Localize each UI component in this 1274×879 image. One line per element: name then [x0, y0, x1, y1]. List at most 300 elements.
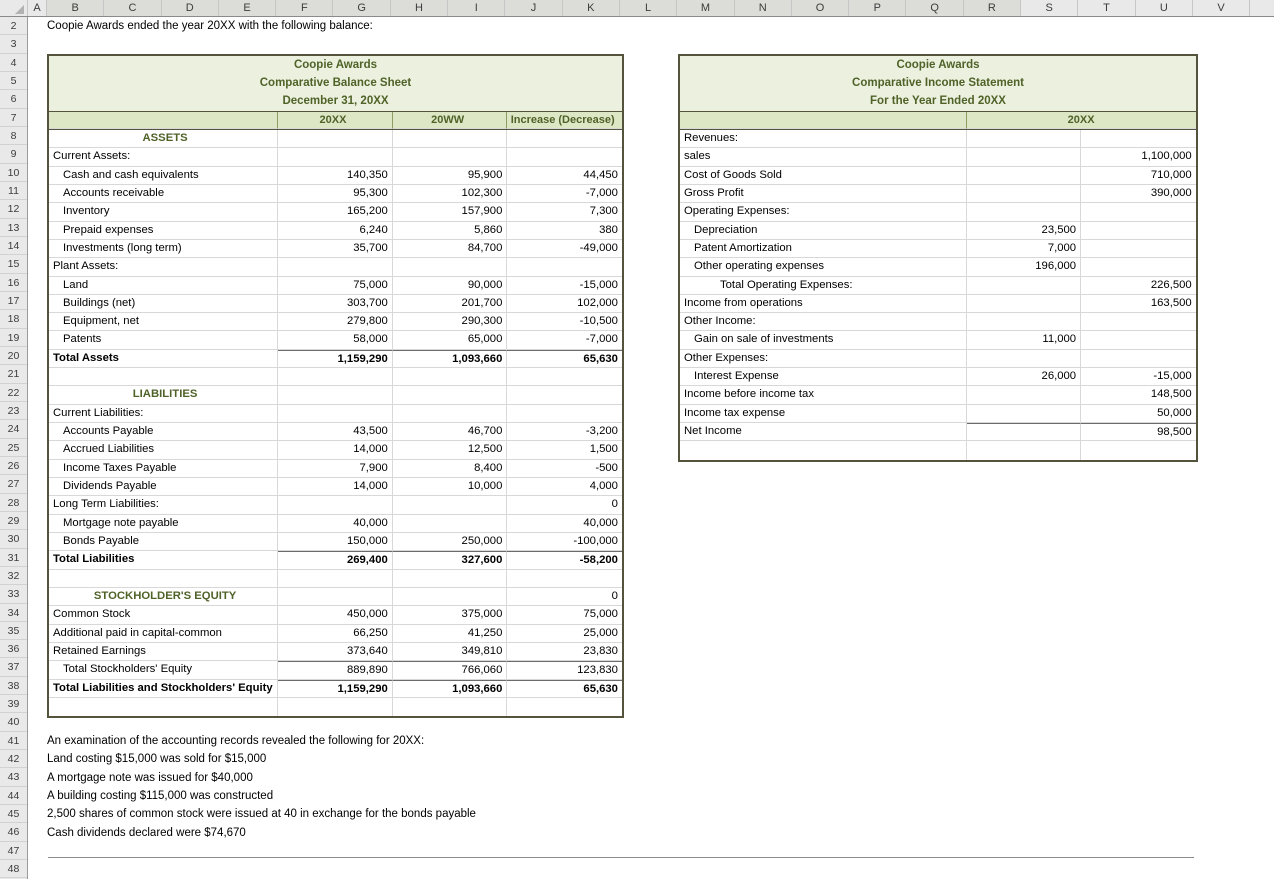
balance-sheet-value-v3[interactable]: -10,500 — [507, 313, 622, 331]
column-header-A[interactable]: A — [28, 0, 47, 16]
row-header-27[interactable]: 27 — [0, 475, 27, 493]
balance-sheet-row — [49, 185, 622, 203]
balance-sheet-value-v1[interactable]: 165,200 — [278, 203, 393, 221]
balance-sheet-value-v1[interactable]: 35,700 — [278, 240, 393, 258]
balance-sheet-value-v1[interactable] — [278, 386, 393, 404]
income-statement-value-c1[interactable]: 196,000 — [967, 258, 1082, 276]
row-header-43[interactable]: 43 — [0, 768, 27, 786]
row-header-28[interactable]: 28 — [0, 494, 27, 512]
balance-sheet-header-empty[interactable] — [49, 112, 278, 129]
select-all-triangle-icon — [15, 5, 24, 14]
income-statement-value-c1[interactable]: 11,000 — [967, 331, 1082, 349]
balance-sheet-value-v2[interactable]: 5,860 — [393, 222, 508, 240]
balance-sheet-value-v3[interactable] — [507, 258, 622, 276]
row-header-8[interactable]: 8 — [0, 127, 27, 145]
balance-sheet-value-v3[interactable]: 4,000 — [507, 478, 622, 496]
balance-sheet-value-v1[interactable]: 450,000 — [278, 606, 393, 624]
balance-sheet-value-v1[interactable]: 889,890 — [278, 661, 393, 679]
balance-sheet-subtitle[interactable]: Comparative Balance Sheet — [259, 76, 412, 89]
balance-sheet-value-v3[interactable]: 380 — [507, 222, 622, 240]
balance-sheet-value-v2[interactable]: 349,810 — [393, 643, 508, 661]
row-header-45[interactable]: 45 — [0, 805, 27, 823]
balance-sheet-value-v2[interactable]: 65,000 — [393, 331, 508, 349]
row-header-38[interactable]: 38 — [0, 677, 27, 695]
income-statement-header-empty[interactable] — [680, 112, 967, 129]
column-header-K[interactable]: K — [563, 0, 620, 16]
balance-sheet-value-v3[interactable]: -500 — [507, 460, 622, 478]
income-statement-label[interactable]: Gross Profit — [680, 185, 967, 203]
row-header-21[interactable]: 21 — [0, 365, 27, 383]
income-statement-label[interactable]: Net Income — [680, 423, 967, 441]
income-statement-value-c1[interactable]: 23,500 — [967, 222, 1082, 240]
balance-sheet-row — [49, 643, 622, 661]
row-header-15[interactable]: 15 — [0, 255, 27, 273]
balance-sheet-label[interactable]: Investments (long term) — [49, 240, 278, 258]
balance-sheet-value-v1[interactable]: 140,350 — [278, 167, 393, 185]
balance-sheet-row — [49, 606, 622, 624]
row-header-35[interactable]: 35 — [0, 622, 27, 640]
balance-sheet-value-v1[interactable]: 14,000 — [278, 441, 393, 459]
note-line[interactable]: An examination of the accounting records revealed the following for 20XX: — [47, 735, 425, 747]
income-statement-value-c1[interactable] — [967, 386, 1082, 404]
income-statement-value-c2[interactable]: 148,500 — [1081, 386, 1196, 404]
balance-sheet-value-v2[interactable] — [393, 130, 508, 148]
balance-sheet-value-v1[interactable]: 14,000 — [278, 478, 393, 496]
balance-sheet-value-v2[interactable]: 250,000 — [393, 533, 508, 551]
balance-sheet-label[interactable]: Current Liabilities: — [49, 405, 278, 423]
row-header-19[interactable]: 19 — [0, 329, 27, 347]
row-header-39[interactable]: 39 — [0, 695, 27, 713]
column-header-Q[interactable]: Q — [906, 0, 963, 16]
balance-sheet-value-v2[interactable]: 375,000 — [393, 606, 508, 624]
income-statement-table — [678, 54, 1198, 462]
income-statement-label[interactable]: sales — [680, 148, 967, 166]
income-statement-value-c1[interactable] — [967, 313, 1082, 331]
balance-sheet-value-v2[interactable]: 766,060 — [393, 661, 508, 679]
column-header-E[interactable]: E — [219, 0, 276, 16]
income-statement-company[interactable]: Coopie Awards — [896, 58, 980, 71]
row-header-40[interactable]: 40 — [0, 713, 27, 731]
balance-sheet-value-v2[interactable]: 102,300 — [393, 185, 508, 203]
balance-sheet-label[interactable] — [49, 368, 278, 386]
balance-sheet-label[interactable]: Long Term Liabilities: — [49, 496, 278, 514]
balance-sheet-title-block[interactable] — [49, 56, 622, 112]
balance-sheet-value-v3[interactable]: -49,000 — [507, 240, 622, 258]
income-statement-value-c2[interactable]: 1,100,000 — [1081, 148, 1196, 166]
income-statement-value-c2[interactable] — [1081, 222, 1196, 240]
balance-sheet-value-v2[interactable]: 46,700 — [393, 423, 508, 441]
balance-sheet-value-v2[interactable]: 157,900 — [393, 203, 508, 221]
column-header-L[interactable]: L — [620, 0, 677, 16]
note-line[interactable]: A mortgage note was issued for $40,000 — [47, 771, 253, 784]
balance-sheet-value-v2[interactable]: 1,093,660 — [393, 680, 508, 698]
income-statement-value-c2[interactable] — [1081, 331, 1196, 349]
balance-sheet-value-v2[interactable] — [393, 258, 508, 276]
balance-sheet-label[interactable]: Cash and cash equivalents — [49, 167, 278, 185]
income-statement-value-c1[interactable] — [967, 277, 1082, 295]
row-header-22[interactable]: 22 — [0, 384, 27, 402]
balance-sheet-value-v1[interactable]: 6,240 — [278, 222, 393, 240]
row-header-33[interactable]: 33 — [0, 585, 27, 603]
balance-sheet-row — [49, 625, 622, 643]
balance-sheet-label[interactable]: Prepaid expenses — [49, 222, 278, 240]
balance-sheet-row — [49, 258, 622, 276]
balance-sheet-value-v3[interactable]: 102,000 — [507, 295, 622, 313]
income-statement-label[interactable]: Depreciation — [680, 222, 967, 240]
balance-sheet-value-v3[interactable]: -100,000 — [507, 533, 622, 551]
income-statement-row — [680, 222, 1196, 240]
income-statement-value-c1[interactable] — [967, 423, 1082, 441]
income-statement-value-c2[interactable] — [1081, 130, 1196, 148]
balance-sheet-value-v2[interactable] — [393, 588, 508, 606]
income-statement-value-c1[interactable] — [967, 148, 1082, 166]
balance-sheet-value-v2[interactable]: 10,000 — [393, 478, 508, 496]
balance-sheet-value-v2[interactable]: 12,500 — [393, 441, 508, 459]
balance-sheet-body — [49, 130, 622, 717]
income-statement-value-c2[interactable] — [1081, 240, 1196, 258]
balance-sheet-label[interactable]: Mortgage note payable — [49, 515, 278, 533]
balance-sheet-value-v1[interactable]: 1,159,290 — [278, 350, 393, 368]
row-header-13[interactable]: 13 — [0, 219, 27, 237]
balance-sheet-label[interactable]: Retained Earnings — [49, 643, 278, 661]
balance-sheet-value-v1[interactable] — [278, 130, 393, 148]
balance-sheet-label[interactable]: Dividends Payable — [49, 478, 278, 496]
balance-sheet-value-v3[interactable]: 7,300 — [507, 203, 622, 221]
balance-sheet-value-v2[interactable]: 90,000 — [393, 277, 508, 295]
income-statement-value-c2[interactable] — [1081, 258, 1196, 276]
income-statement-value-c1[interactable] — [967, 130, 1082, 148]
column-header-F[interactable]: F — [276, 0, 333, 16]
balance-sheet-label[interactable]: Current Assets: — [49, 148, 278, 166]
balance-sheet-label[interactable]: Equipment, net — [49, 313, 278, 331]
balance-sheet-row — [49, 313, 622, 331]
income-statement-value-c2[interactable] — [1081, 441, 1196, 459]
balance-sheet-value-v1[interactable]: 43,500 — [278, 423, 393, 441]
balance-sheet-row — [49, 203, 622, 221]
balance-sheet-label[interactable] — [49, 698, 278, 716]
balance-sheet-value-v1[interactable]: 279,800 — [278, 313, 393, 331]
balance-sheet-value-v3[interactable]: -58,200 — [507, 551, 622, 569]
balance-sheet-value-v2[interactable]: 95,900 — [393, 167, 508, 185]
row-header-31[interactable]: 31 — [0, 549, 27, 567]
balance-sheet-value-v3[interactable] — [507, 698, 622, 716]
balance-sheet-label[interactable]: Bonds Payable — [49, 533, 278, 551]
balance-sheet-row — [49, 277, 622, 295]
balance-sheet-value-v3[interactable] — [507, 130, 622, 148]
row-header-2[interactable]: 2 — [0, 17, 27, 35]
row-header-14[interactable]: 14 — [0, 237, 27, 255]
balance-sheet-value-v1[interactable] — [278, 588, 393, 606]
balance-sheet-value-v2[interactable] — [393, 405, 508, 423]
balance-sheet-label[interactable]: Plant Assets: — [49, 258, 278, 276]
balance-sheet-value-v1[interactable] — [278, 258, 393, 276]
column-header-C[interactable]: C — [104, 0, 161, 16]
balance-sheet-value-v1[interactable]: 303,700 — [278, 295, 393, 313]
income-statement-value-c2[interactable]: 390,000 — [1081, 185, 1196, 203]
balance-sheet-row — [49, 441, 622, 459]
income-statement-label[interactable]: Revenues: — [680, 130, 967, 148]
income-statement-date[interactable]: For the Year Ended 20XX — [870, 95, 1006, 108]
balance-sheet-label[interactable]: Buildings (net) — [49, 295, 278, 313]
income-statement-label[interactable]: Interest Expense — [680, 368, 967, 386]
row-header-24[interactable]: 24 — [0, 420, 27, 438]
balance-sheet-value-v1[interactable]: 75,000 — [278, 277, 393, 295]
row-header-12[interactable]: 12 — [0, 200, 27, 218]
row-header-3[interactable]: 3 — [0, 35, 27, 53]
balance-sheet-value-v1[interactable]: 58,000 — [278, 331, 393, 349]
income-statement-label[interactable]: Gain on sale of investments — [680, 331, 967, 349]
income-statement-label[interactable] — [680, 441, 967, 459]
column-header-partial[interactable] — [1250, 0, 1274, 16]
balance-sheet-value-v3[interactable]: 25,000 — [507, 625, 622, 643]
income-statement-label[interactable]: Patent Amortization — [680, 240, 967, 258]
balance-sheet-label[interactable]: Land — [49, 277, 278, 295]
income-statement-value-c1[interactable] — [967, 203, 1082, 221]
row-header-23[interactable]: 23 — [0, 402, 27, 420]
row-header-46[interactable]: 46 — [0, 823, 27, 841]
balance-sheet-label[interactable]: Inventory — [49, 203, 278, 221]
note-line[interactable]: A building costing $115,000 was constructed — [47, 789, 274, 802]
income-statement-label[interactable]: Other Expenses: — [680, 350, 967, 368]
balance-sheet-label[interactable]: Accounts Payable — [49, 423, 278, 441]
balance-sheet-value-v1[interactable] — [278, 698, 393, 716]
row-header-47[interactable]: 47 — [0, 842, 27, 860]
column-header-N[interactable]: N — [735, 0, 792, 16]
column-header-G[interactable]: G — [333, 0, 390, 16]
row-header-42[interactable]: 42 — [0, 750, 27, 768]
row-header-44[interactable]: 44 — [0, 787, 27, 805]
balance-sheet-header-increase[interactable]: Increase (Decrease) — [507, 112, 622, 129]
income-statement-label[interactable]: Cost of Goods Sold — [680, 167, 967, 185]
income-statement-title-block[interactable] — [680, 56, 1196, 112]
income-statement-value-c1[interactable] — [967, 441, 1082, 459]
balance-sheet-label[interactable]: Total Liabilities — [49, 551, 278, 569]
balance-sheet-value-v3[interactable] — [507, 368, 622, 386]
balance-sheet-row — [49, 533, 622, 551]
balance-sheet-value-v1[interactable]: 95,300 — [278, 185, 393, 203]
column-header-S[interactable]: S — [1021, 0, 1078, 16]
row-header-32[interactable]: 32 — [0, 567, 27, 585]
row-header-30[interactable]: 30 — [0, 530, 27, 548]
column-header-B[interactable]: B — [47, 0, 104, 16]
balance-sheet-value-v3[interactable]: -7,000 — [507, 185, 622, 203]
balance-sheet-value-v1[interactable] — [278, 368, 393, 386]
income-statement-header-20xx[interactable]: 20XX — [967, 112, 1196, 129]
income-statement-value-c2[interactable]: 50,000 — [1081, 405, 1196, 423]
income-statement-value-c1[interactable]: 7,000 — [967, 240, 1082, 258]
balance-sheet-value-v3[interactable] — [507, 148, 622, 166]
balance-sheet-header-20ww[interactable]: 20WW — [393, 112, 508, 129]
income-statement-value-c2[interactable]: 98,500 — [1081, 423, 1196, 441]
balance-sheet-header-row — [49, 112, 622, 130]
income-statement-value-c2[interactable] — [1081, 203, 1196, 221]
row-header-17[interactable]: 17 — [0, 292, 27, 310]
row-header-5[interactable]: 5 — [0, 72, 27, 90]
column-header-O[interactable]: O — [792, 0, 849, 16]
income-statement-value-c2[interactable] — [1081, 313, 1196, 331]
row-header-41[interactable]: 41 — [0, 732, 27, 750]
row-header-37[interactable]: 37 — [0, 658, 27, 676]
balance-sheet-value-v3[interactable]: 40,000 — [507, 515, 622, 533]
balance-sheet-value-v3[interactable]: 65,630 — [507, 680, 622, 698]
column-header-D[interactable]: D — [162, 0, 219, 16]
balance-sheet-label[interactable]: Additional paid in capital-common — [49, 625, 278, 643]
balance-sheet-label[interactable]: LIABILITIES — [49, 386, 278, 404]
balance-sheet-value-v3[interactable]: -7,000 — [507, 331, 622, 349]
row-header-strip — [0, 17, 28, 879]
column-header-I[interactable]: I — [448, 0, 505, 16]
balance-sheet-value-v1[interactable]: 66,250 — [278, 625, 393, 643]
row-header-16[interactable]: 16 — [0, 274, 27, 292]
column-header-U[interactable]: U — [1136, 0, 1193, 16]
column-header-P[interactable]: P — [849, 0, 906, 16]
income-statement-value-c2[interactable]: 163,500 — [1081, 295, 1196, 313]
balance-sheet-value-v2[interactable] — [393, 698, 508, 716]
balance-sheet-date[interactable]: December 31, 20XX — [282, 95, 389, 108]
balance-sheet-label[interactable]: ASSETS — [49, 130, 278, 148]
balance-sheet-value-v1[interactable]: 7,900 — [278, 460, 393, 478]
balance-sheet-value-v2[interactable]: 201,700 — [393, 295, 508, 313]
balance-sheet-label[interactable]: Total Assets — [49, 350, 278, 368]
income-statement-label[interactable]: Income tax expense — [680, 405, 967, 423]
balance-sheet-value-v2[interactable]: 327,600 — [393, 551, 508, 569]
balance-sheet-label[interactable]: Income Taxes Payable — [49, 460, 278, 478]
select-all-corner[interactable] — [0, 0, 28, 16]
balance-sheet-value-v3[interactable]: 44,450 — [507, 167, 622, 185]
balance-sheet-value-v3[interactable]: 0 — [507, 588, 622, 606]
balance-sheet-value-v1[interactable]: 1,159,290 — [278, 680, 393, 698]
column-header-R[interactable]: R — [964, 0, 1021, 16]
income-statement-body — [680, 130, 1196, 460]
balance-sheet-value-v3[interactable] — [507, 386, 622, 404]
income-statement-row — [680, 258, 1196, 276]
balance-sheet-value-v1[interactable] — [278, 570, 393, 588]
income-statement-value-c1[interactable] — [967, 167, 1082, 185]
income-statement-value-c2[interactable]: -15,000 — [1081, 368, 1196, 386]
balance-sheet-row — [49, 496, 622, 514]
balance-sheet-label[interactable]: Accounts receivable — [49, 185, 278, 203]
income-statement-label[interactable]: Other operating expenses — [680, 258, 967, 276]
column-header-T[interactable]: T — [1078, 0, 1135, 16]
balance-sheet-value-v1[interactable]: 150,000 — [278, 533, 393, 551]
balance-sheet-value-v3[interactable] — [507, 570, 622, 588]
balance-sheet-value-v2[interactable]: 1,093,660 — [393, 350, 508, 368]
row-header-29[interactable]: 29 — [0, 512, 27, 530]
balance-sheet-label[interactable]: Common Stock — [49, 606, 278, 624]
income-statement-label[interactable]: Other Income: — [680, 313, 967, 331]
income-statement-value-c1[interactable] — [967, 350, 1082, 368]
balance-sheet-row — [49, 130, 622, 148]
column-header-V[interactable]: V — [1193, 0, 1250, 16]
balance-sheet-value-v1[interactable]: 269,400 — [278, 551, 393, 569]
balance-sheet-value-v1[interactable] — [278, 405, 393, 423]
balance-sheet-label[interactable]: STOCKHOLDER'S EQUITY — [49, 588, 278, 606]
balance-sheet-company[interactable]: Coopie Awards — [293, 58, 378, 71]
income-statement-value-c1[interactable] — [967, 295, 1082, 313]
row-header-9[interactable]: 9 — [0, 145, 27, 163]
balance-sheet-value-v2[interactable] — [393, 496, 508, 514]
balance-sheet-value-v1[interactable]: 373,640 — [278, 643, 393, 661]
row-header-48[interactable]: 48 — [0, 860, 27, 878]
balance-sheet-value-v3[interactable]: 0 — [507, 496, 622, 514]
row-header-18[interactable]: 18 — [0, 310, 27, 328]
balance-sheet-value-v2[interactable] — [393, 570, 508, 588]
row-header-10[interactable]: 10 — [0, 164, 27, 182]
balance-sheet-value-v2[interactable] — [393, 386, 508, 404]
balance-sheet-value-v1[interactable] — [278, 496, 393, 514]
column-header-J[interactable]: J — [505, 0, 562, 16]
balance-sheet-value-v2[interactable]: 290,300 — [393, 313, 508, 331]
balance-sheet-value-v2[interactable]: 8,400 — [393, 460, 508, 478]
income-statement-label[interactable]: Income before income tax — [680, 386, 967, 404]
row-header-4[interactable]: 4 — [0, 54, 27, 72]
column-header-M[interactable]: M — [677, 0, 734, 16]
balance-sheet-value-v3[interactable]: 1,500 — [507, 441, 622, 459]
balance-sheet-value-v3[interactable]: -3,200 — [507, 423, 622, 441]
income-statement-row — [680, 277, 1196, 295]
income-statement-value-c1[interactable]: 26,000 — [967, 368, 1082, 386]
income-statement-label[interactable]: Total Operating Expenses: — [680, 277, 967, 295]
balance-sheet-value-v2[interactable]: 41,250 — [393, 625, 508, 643]
balance-sheet-value-v2[interactable] — [393, 515, 508, 533]
note-line[interactable]: Land costing $15,000 was sold for $15,000 — [47, 753, 267, 766]
row-header-26[interactable]: 26 — [0, 457, 27, 475]
income-statement-value-c2[interactable]: 226,500 — [1081, 277, 1196, 295]
note-line[interactable]: 2,500 shares of common stock were issued at 40 in exchange for the bonds payable — [47, 808, 476, 821]
balance-sheet-value-v3[interactable]: 123,830 — [507, 661, 622, 679]
balance-sheet-value-v3[interactable]: 75,000 — [507, 606, 622, 624]
sheet-area[interactable] — [29, 17, 1274, 879]
income-statement-label[interactable]: Income from operations — [680, 295, 967, 313]
row-header-34[interactable]: 34 — [0, 604, 27, 622]
income-statement-value-c2[interactable] — [1081, 350, 1196, 368]
balance-sheet-label[interactable]: Accrued Liabilities — [49, 441, 278, 459]
balance-sheet-value-v3[interactable]: 65,630 — [507, 350, 622, 368]
income-statement-subtitle[interactable]: Comparative Income Statement — [852, 76, 1024, 89]
balance-sheet-value-v1[interactable] — [278, 148, 393, 166]
row-header-25[interactable]: 25 — [0, 439, 27, 457]
column-header-H[interactable]: H — [391, 0, 448, 16]
balance-sheet-value-v3[interactable]: -15,000 — [507, 277, 622, 295]
balance-sheet-row — [49, 222, 622, 240]
intro-text[interactable]: Coopie Awards ended the year 20XX with the following balance: — [47, 20, 373, 32]
note-line[interactable]: Cash dividends declared were $74,670 — [47, 826, 246, 839]
balance-sheet-label[interactable]: Total Stockholders' Equity — [49, 661, 278, 679]
balance-sheet-header-20xx[interactable]: 20XX — [278, 112, 393, 129]
balance-sheet-value-v3[interactable] — [507, 405, 622, 423]
balance-sheet-value-v2[interactable] — [393, 148, 508, 166]
balance-sheet-label[interactable] — [49, 570, 278, 588]
row-header-7[interactable]: 7 — [0, 109, 27, 127]
balance-sheet-value-v2[interactable]: 84,700 — [393, 240, 508, 258]
income-statement-value-c1[interactable] — [967, 185, 1082, 203]
balance-sheet-value-v3[interactable]: 23,830 — [507, 643, 622, 661]
income-statement-value-c2[interactable]: 710,000 — [1081, 167, 1196, 185]
balance-sheet-value-v2[interactable] — [393, 368, 508, 386]
income-statement-label[interactable]: Operating Expenses: — [680, 203, 967, 221]
income-statement-row — [680, 167, 1196, 185]
income-statement-row — [680, 130, 1196, 148]
row-header-36[interactable]: 36 — [0, 640, 27, 658]
row-header-11[interactable]: 11 — [0, 182, 27, 200]
row-header-6[interactable]: 6 — [0, 90, 27, 108]
row-header-20[interactable]: 20 — [0, 347, 27, 365]
balance-sheet-row — [49, 167, 622, 185]
balance-sheet-label[interactable]: Patents — [49, 331, 278, 349]
balance-sheet-label[interactable]: Total Liabilities and Stockholders' Equity — [49, 680, 278, 698]
income-statement-value-c1[interactable] — [967, 405, 1082, 423]
balance-sheet-value-v1[interactable]: 40,000 — [278, 515, 393, 533]
